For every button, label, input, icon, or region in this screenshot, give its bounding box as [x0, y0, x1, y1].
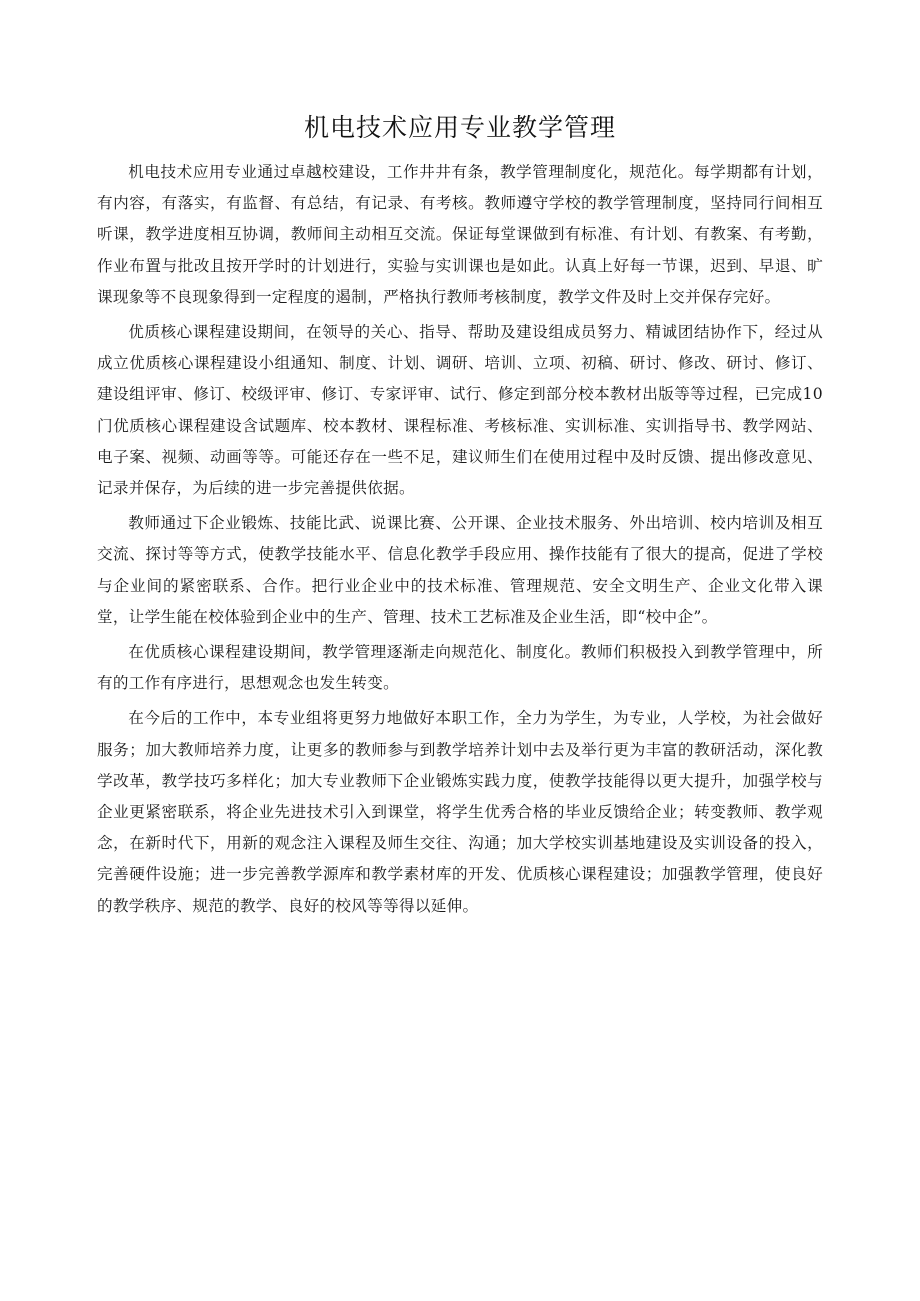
paragraph-teacher-enterprise-training: 教师通过下企业锻炼、技能比武、说课比赛、公开课、企业技术服务、外出培训、校内培训及相互交流、探讨等等方式，使教学技能水平、信息化教学手段应用、操作技能有了很大的提高，促进了学校与企业间的紧密联系、合作。把行业企业中的技术标准、管理规范、安全文明生产、企业文化带入课堂，让学生能在校体验到企业中的生产、管理、技术工艺标准及企业生活，即“校中企”。	[97, 514, 823, 626]
paragraph-future-work: 在今后的工作中，本专业组将更努力地做好本职工作，全力为学生，为专业，人学校，为社会做好服务；加大教师培养力度，让更多的教师参与到教学培养计划中去及举行更为丰富的教研活动，深化教学改革，教学技巧多样化；加大专业教师下企业锻炼实践力度，使教学技能得以更大提升，加强学校与企业更紧密联系，将企业先进技术引入到课堂，将学生优秀合格的毕业反馈给企业；转变教师、教学观念，在新时代下，用新的观念注入课程及师生交往、沟通；加大学校实训基地建设及实训设备的投入，完善硬件设施；进一步完善教学源库和教学素材库的开发、优质核心课程建设；加强教学管理，使良好的教学秩序、规范的教学、良好的校风等等得以延伸。	[97, 709, 823, 915]
paragraph-core-course-construction: 优质核心课程建设期间，在领导的关心、指导、帮助及建设组成员努力、精诚团结协作下，经过从成立优质核心课程建设小组通知、制度、计划、调研、培训、立项、初稿、研讨、修改、研讨、修订、建设组评审、修订、校级评审、修订、专家评审、试行、修定到部分校本教材出版等等过程，已完成10门优质核心课程建设含试题库、校本教材、课程标准、考核标准、实训标准、实训指导书、教学网站、电子案、视频、动画等等。可能还存在一些不足，建议师生们在使用过程中及时反馈、提出修改意见、记录并保存，为后续的进一步完善提供依据。	[97, 323, 823, 498]
document-title: 机电技术应用专业教学管理	[303, 113, 616, 142]
paragraph-teaching-management: 机电技术应用专业通过卓越校建设，工作井井有条，教学管理制度化，规范化。每学期都有计划，有内容，有落实，有监督、有总结，有记录、有考核。教师遵守学校的教学管理制度，坚持同行间相互听课，教学进度相互协调，教师间主动相互交流。保证每堂课做到有标准、有计划、有教案、有考勤，作业布置与批改且按开学时的计划进行，实验与实训课也是如此。认真上好每一节课，迟到、早退、旷课现象等不良现象得到一定程度的遏制，严格执行教师考核制度，教学文件及时上交并保存完好。	[97, 163, 823, 306]
paragraph-standardization: 在优质核心课程建设期间，教学管理逐渐走向规范化、制度化。教师们积极投入到教学管理中，所有的工作有序进行，思想观念也发生转变。	[97, 643, 823, 693]
document-page	[97, 111, 823, 922]
